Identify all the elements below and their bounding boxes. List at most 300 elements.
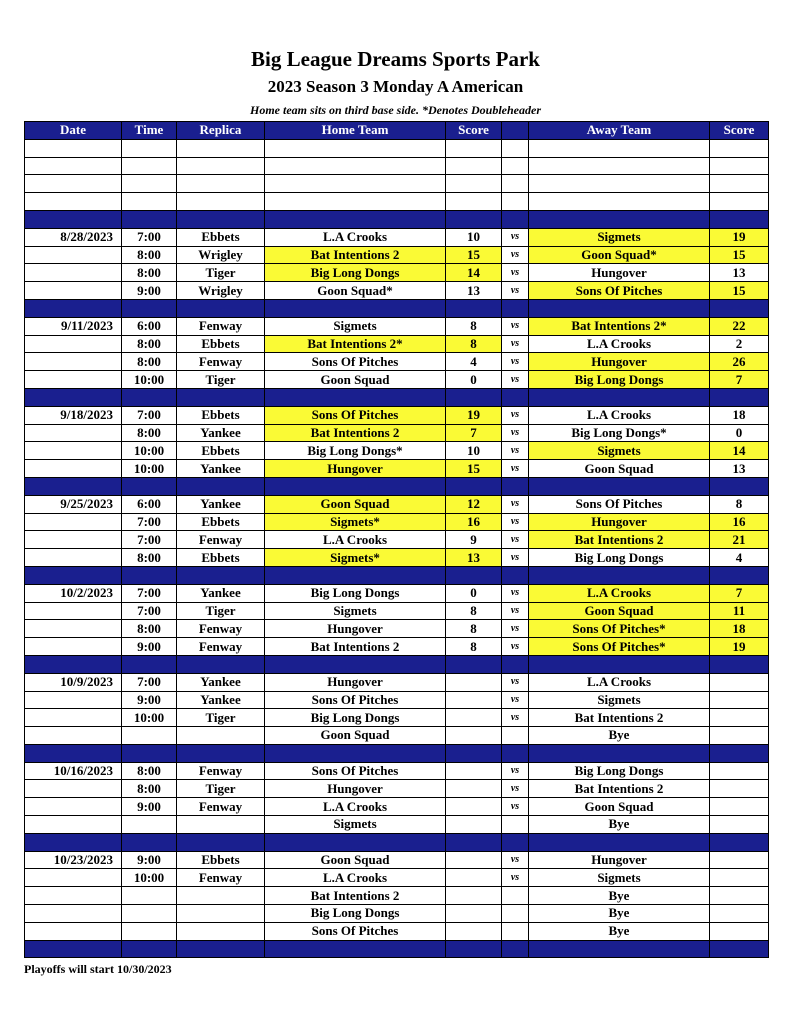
cell-away-team: Bye [529, 816, 710, 834]
cell-away-score [710, 798, 769, 816]
cell-away-score: 18 [710, 620, 769, 638]
cell-vs: vs [502, 460, 529, 478]
cell-vs [502, 210, 529, 228]
cell-home-score: 8 [446, 620, 502, 638]
cell-replica: Wrigley [177, 246, 265, 264]
cell-home-score: 15 [446, 460, 502, 478]
cell-home-score [446, 727, 502, 745]
cell-date [25, 780, 122, 798]
cell-time: 8:00 [122, 549, 177, 567]
cell-home-team [265, 477, 446, 495]
cell-time: 9:00 [122, 851, 177, 869]
cell-date [25, 210, 122, 228]
schedule-body [25, 139, 769, 958]
cell-away-team [529, 139, 710, 157]
cell-home-team [265, 388, 446, 406]
cell-vs [502, 299, 529, 317]
cell-away-team: Bye [529, 887, 710, 905]
cell-away-score [710, 762, 769, 780]
cell-home-team [265, 566, 446, 584]
table-row [25, 406, 769, 424]
cell-time: 9:00 [122, 798, 177, 816]
cell-away-score: 15 [710, 282, 769, 300]
cell-away-score [710, 139, 769, 157]
cell-home-score: 10 [446, 442, 502, 460]
cell-time: 7:00 [122, 513, 177, 531]
cell-away-score [710, 744, 769, 762]
cell-away-score: 4 [710, 549, 769, 567]
cell-away-score: 21 [710, 531, 769, 549]
cell-replica: Tiger [177, 780, 265, 798]
cell-away-team [529, 655, 710, 673]
cell-date [25, 549, 122, 567]
cell-away-score [710, 299, 769, 317]
cell-time: 8:00 [122, 246, 177, 264]
cell-home-team [265, 744, 446, 762]
cell-home-score: 15 [446, 246, 502, 264]
cell-time [122, 744, 177, 762]
cell-time: 6:00 [122, 317, 177, 335]
cell-home-team: Hungover [265, 620, 446, 638]
cell-away-team [529, 744, 710, 762]
cell-away-score: 13 [710, 264, 769, 282]
cell-home-score: 14 [446, 264, 502, 282]
cell-time [122, 175, 177, 193]
cell-home-team: Goon Squad [265, 851, 446, 869]
cell-date [25, 816, 122, 834]
cell-date [25, 691, 122, 709]
cell-date [25, 887, 122, 905]
table-row [25, 798, 769, 816]
cell-time [122, 887, 177, 905]
table-row [25, 762, 769, 780]
table-row [25, 513, 769, 531]
cell-vs: vs [502, 602, 529, 620]
cell-date [25, 353, 122, 371]
cell-away-score: 7 [710, 584, 769, 602]
cell-date [25, 566, 122, 584]
table-row [25, 264, 769, 282]
table-row [25, 673, 769, 691]
cell-replica [177, 833, 265, 851]
cell-away-score [710, 477, 769, 495]
cell-time [122, 816, 177, 834]
cell-away-score [710, 193, 769, 211]
cell-vs: vs [502, 531, 529, 549]
cell-replica [177, 655, 265, 673]
cell-replica: Ebbets [177, 851, 265, 869]
cell-replica [177, 940, 265, 958]
cell-time: 10:00 [122, 460, 177, 478]
cell-replica [177, 139, 265, 157]
cell-away-score: 8 [710, 495, 769, 513]
table-row [25, 335, 769, 353]
cell-vs [502, 727, 529, 745]
cell-home-team: Sigmets* [265, 549, 446, 567]
cell-home-score [446, 673, 502, 691]
cell-date: 9/11/2023 [25, 317, 122, 335]
table-row [25, 424, 769, 442]
cell-time: 9:00 [122, 691, 177, 709]
cell-away-score [710, 691, 769, 709]
cell-time: 10:00 [122, 709, 177, 727]
cell-home-score: 4 [446, 353, 502, 371]
cell-replica: Tiger [177, 371, 265, 389]
cell-home-score [446, 798, 502, 816]
cell-away-team: Goon Squad* [529, 246, 710, 264]
cell-home-score [446, 905, 502, 923]
cell-replica: Fenway [177, 869, 265, 887]
cell-replica: Yankee [177, 673, 265, 691]
table-row [25, 495, 769, 513]
separator-band [25, 388, 769, 406]
cell-away-score [710, 940, 769, 958]
blank-row [25, 175, 769, 193]
cell-date [25, 940, 122, 958]
cell-vs [502, 566, 529, 584]
cell-home-team: Bat Intentions 2 [265, 424, 446, 442]
cell-home-team: Big Long Dongs [265, 905, 446, 923]
cell-date [25, 727, 122, 745]
header-note: Home team sits on third base side. *Denotes Doubleheader [250, 103, 541, 117]
cell-home-score: 13 [446, 282, 502, 300]
footer-note: Playoffs will start 10/30/2023 [24, 962, 172, 976]
cell-home-team: L.A Crooks [265, 531, 446, 549]
cell-replica: Tiger [177, 264, 265, 282]
cell-away-team: Sigmets [529, 869, 710, 887]
cell-vs [502, 744, 529, 762]
separator-band [25, 940, 769, 958]
cell-vs [502, 477, 529, 495]
cell-date [25, 905, 122, 923]
cell-home-team [265, 299, 446, 317]
table-row [25, 816, 769, 834]
table-row [25, 228, 769, 246]
cell-time [122, 922, 177, 940]
cell-away-team: Bat Intentions 2* [529, 317, 710, 335]
cell-away-score: 15 [710, 246, 769, 264]
cell-away-score: 22 [710, 317, 769, 335]
cell-home-score [446, 157, 502, 175]
col-replica: Replica [177, 122, 265, 140]
cell-time [122, 299, 177, 317]
cell-home-team: L.A Crooks [265, 228, 446, 246]
cell-home-team: Sigmets [265, 602, 446, 620]
cell-home-team: Big Long Dongs [265, 709, 446, 727]
cell-away-team [529, 833, 710, 851]
cell-home-score: 8 [446, 317, 502, 335]
table-row [25, 709, 769, 727]
cell-away-score [710, 905, 769, 923]
cell-date [25, 371, 122, 389]
cell-away-score: 7 [710, 371, 769, 389]
cell-date: 8/28/2023 [25, 228, 122, 246]
cell-away-team [529, 566, 710, 584]
cell-home-team: Sigmets* [265, 513, 446, 531]
cell-replica: Fenway [177, 531, 265, 549]
cell-away-team: Sigmets [529, 691, 710, 709]
cell-vs: vs [502, 869, 529, 887]
col-away-score: Score [710, 122, 769, 140]
cell-away-score [710, 922, 769, 940]
cell-vs: vs [502, 246, 529, 264]
table-row [25, 638, 769, 656]
separator-band [25, 477, 769, 495]
cell-away-team: L.A Crooks [529, 335, 710, 353]
cell-home-team [265, 139, 446, 157]
cell-replica: Yankee [177, 691, 265, 709]
cell-time [122, 727, 177, 745]
cell-date: 10/23/2023 [25, 851, 122, 869]
cell-home-team: Hungover [265, 460, 446, 478]
cell-away-score [710, 887, 769, 905]
cell-away-team [529, 299, 710, 317]
cell-vs: vs [502, 495, 529, 513]
cell-date [25, 638, 122, 656]
cell-time [122, 388, 177, 406]
blank-row [25, 139, 769, 157]
cell-away-team: Bye [529, 922, 710, 940]
cell-away-score [710, 727, 769, 745]
cell-away-team: Big Long Dongs [529, 371, 710, 389]
table-row [25, 887, 769, 905]
cell-replica [177, 175, 265, 193]
cell-replica: Ebbets [177, 335, 265, 353]
table-row [25, 780, 769, 798]
cell-away-score: 14 [710, 442, 769, 460]
cell-replica: Fenway [177, 620, 265, 638]
cell-replica: Tiger [177, 602, 265, 620]
cell-date [25, 477, 122, 495]
cell-vs: vs [502, 317, 529, 335]
cell-home-team [265, 175, 446, 193]
cell-time [122, 477, 177, 495]
cell-home-team: Sons Of Pitches [265, 922, 446, 940]
cell-home-team: L.A Crooks [265, 798, 446, 816]
cell-time: 8:00 [122, 264, 177, 282]
page-subtitle: 2023 Season 3 Monday A American [267, 77, 524, 96]
cell-vs: vs [502, 353, 529, 371]
cell-date: 10/2/2023 [25, 584, 122, 602]
cell-away-score: 18 [710, 406, 769, 424]
cell-home-team: Bat Intentions 2* [265, 335, 446, 353]
cell-away-score [710, 780, 769, 798]
cell-time: 10:00 [122, 442, 177, 460]
cell-vs: vs [502, 513, 529, 531]
cell-vs [502, 905, 529, 923]
separator-band [25, 655, 769, 673]
cell-replica: Fenway [177, 317, 265, 335]
table-row [25, 851, 769, 869]
cell-home-team: Goon Squad [265, 727, 446, 745]
cell-replica: Ebbets [177, 549, 265, 567]
col-time: Time [122, 122, 177, 140]
table-row [25, 282, 769, 300]
cell-away-score [710, 709, 769, 727]
cell-away-score [710, 816, 769, 834]
cell-home-score [446, 193, 502, 211]
cell-time: 7:00 [122, 406, 177, 424]
cell-replica [177, 210, 265, 228]
table-row [25, 620, 769, 638]
cell-vs: vs [502, 335, 529, 353]
cell-home-team: Goon Squad* [265, 282, 446, 300]
cell-replica [177, 905, 265, 923]
col-date: Date [25, 122, 122, 140]
cell-home-team: Hungover [265, 673, 446, 691]
cell-time [122, 193, 177, 211]
cell-away-team: Bat Intentions 2 [529, 780, 710, 798]
cell-home-team: Goon Squad [265, 495, 446, 513]
cell-vs [502, 816, 529, 834]
cell-vs: vs [502, 709, 529, 727]
cell-date [25, 709, 122, 727]
cell-home-team: Goon Squad [265, 371, 446, 389]
cell-time [122, 157, 177, 175]
cell-time: 7:00 [122, 531, 177, 549]
cell-away-team: Hungover [529, 513, 710, 531]
cell-away-score: 0 [710, 424, 769, 442]
cell-vs: vs [502, 264, 529, 282]
table-row [25, 922, 769, 940]
cell-vs [502, 887, 529, 905]
cell-home-score [446, 691, 502, 709]
cell-time: 7:00 [122, 673, 177, 691]
cell-time: 8:00 [122, 780, 177, 798]
cell-home-score [446, 922, 502, 940]
cell-time [122, 139, 177, 157]
cell-away-team: Sigmets [529, 442, 710, 460]
cell-date [25, 869, 122, 887]
cell-home-team: Bat Intentions 2 [265, 887, 446, 905]
table-row [25, 905, 769, 923]
separator-band [25, 299, 769, 317]
cell-date [25, 246, 122, 264]
cell-vs: vs [502, 620, 529, 638]
cell-home-score [446, 477, 502, 495]
cell-replica: Fenway [177, 798, 265, 816]
cell-away-team [529, 477, 710, 495]
cell-date: 9/25/2023 [25, 495, 122, 513]
cell-vs: vs [502, 282, 529, 300]
cell-date [25, 602, 122, 620]
cell-time: 7:00 [122, 602, 177, 620]
cell-date [25, 335, 122, 353]
cell-away-team: Sons Of Pitches* [529, 620, 710, 638]
cell-vs [502, 193, 529, 211]
cell-replica [177, 566, 265, 584]
cell-replica [177, 727, 265, 745]
separator-band [25, 833, 769, 851]
table-row [25, 246, 769, 264]
cell-home-team: Big Long Dongs [265, 264, 446, 282]
cell-away-team: Goon Squad [529, 460, 710, 478]
cell-home-team [265, 833, 446, 851]
cell-away-team: L.A Crooks [529, 584, 710, 602]
cell-time: 7:00 [122, 228, 177, 246]
cell-home-score [446, 655, 502, 673]
table-row [25, 442, 769, 460]
cell-away-score: 11 [710, 602, 769, 620]
cell-home-score [446, 887, 502, 905]
cell-time: 9:00 [122, 638, 177, 656]
cell-vs [502, 940, 529, 958]
cell-date: 9/18/2023 [25, 406, 122, 424]
cell-replica [177, 388, 265, 406]
cell-date [25, 744, 122, 762]
cell-away-score [710, 175, 769, 193]
cell-home-score: 12 [446, 495, 502, 513]
cell-away-score [710, 388, 769, 406]
cell-time [122, 566, 177, 584]
cell-replica: Yankee [177, 424, 265, 442]
cell-away-score [710, 210, 769, 228]
cell-away-team: Big Long Dongs [529, 762, 710, 780]
cell-date [25, 922, 122, 940]
cell-time: 10:00 [122, 371, 177, 389]
cell-home-score [446, 762, 502, 780]
cell-home-team: Hungover [265, 780, 446, 798]
cell-vs [502, 388, 529, 406]
cell-vs [502, 175, 529, 193]
cell-away-team [529, 175, 710, 193]
cell-away-score [710, 833, 769, 851]
cell-away-team: L.A Crooks [529, 673, 710, 691]
table-row [25, 460, 769, 478]
cell-away-score: 19 [710, 228, 769, 246]
cell-away-score: 2 [710, 335, 769, 353]
cell-away-score: 26 [710, 353, 769, 371]
cell-away-team [529, 210, 710, 228]
cell-replica: Fenway [177, 638, 265, 656]
cell-home-team [265, 193, 446, 211]
cell-time: 6:00 [122, 495, 177, 513]
cell-away-team: L.A Crooks [529, 406, 710, 424]
cell-home-score: 0 [446, 371, 502, 389]
cell-away-score: 19 [710, 638, 769, 656]
col-vs [502, 122, 529, 140]
cell-replica [177, 816, 265, 834]
cell-replica: Ebbets [177, 406, 265, 424]
cell-away-score [710, 655, 769, 673]
cell-time: 8:00 [122, 335, 177, 353]
cell-home-score [446, 210, 502, 228]
table-row [25, 602, 769, 620]
cell-home-team: Sigmets [265, 317, 446, 335]
table-row [25, 549, 769, 567]
cell-home-team [265, 157, 446, 175]
cell-home-team: Sons Of Pitches [265, 406, 446, 424]
blank-row [25, 157, 769, 175]
cell-home-score [446, 833, 502, 851]
cell-home-score [446, 851, 502, 869]
cell-replica: Ebbets [177, 442, 265, 460]
cell-replica: Ebbets [177, 513, 265, 531]
cell-home-team: L.A Crooks [265, 869, 446, 887]
cell-home-team: Sons Of Pitches [265, 353, 446, 371]
cell-replica: Wrigley [177, 282, 265, 300]
table-row [25, 869, 769, 887]
cell-vs: vs [502, 780, 529, 798]
cell-vs: vs [502, 762, 529, 780]
cell-vs: vs [502, 228, 529, 246]
cell-away-team [529, 388, 710, 406]
cell-time [122, 655, 177, 673]
cell-home-team: Bat Intentions 2 [265, 246, 446, 264]
cell-replica: Ebbets [177, 228, 265, 246]
cell-home-score: 7 [446, 424, 502, 442]
cell-away-team: Big Long Dongs [529, 549, 710, 567]
